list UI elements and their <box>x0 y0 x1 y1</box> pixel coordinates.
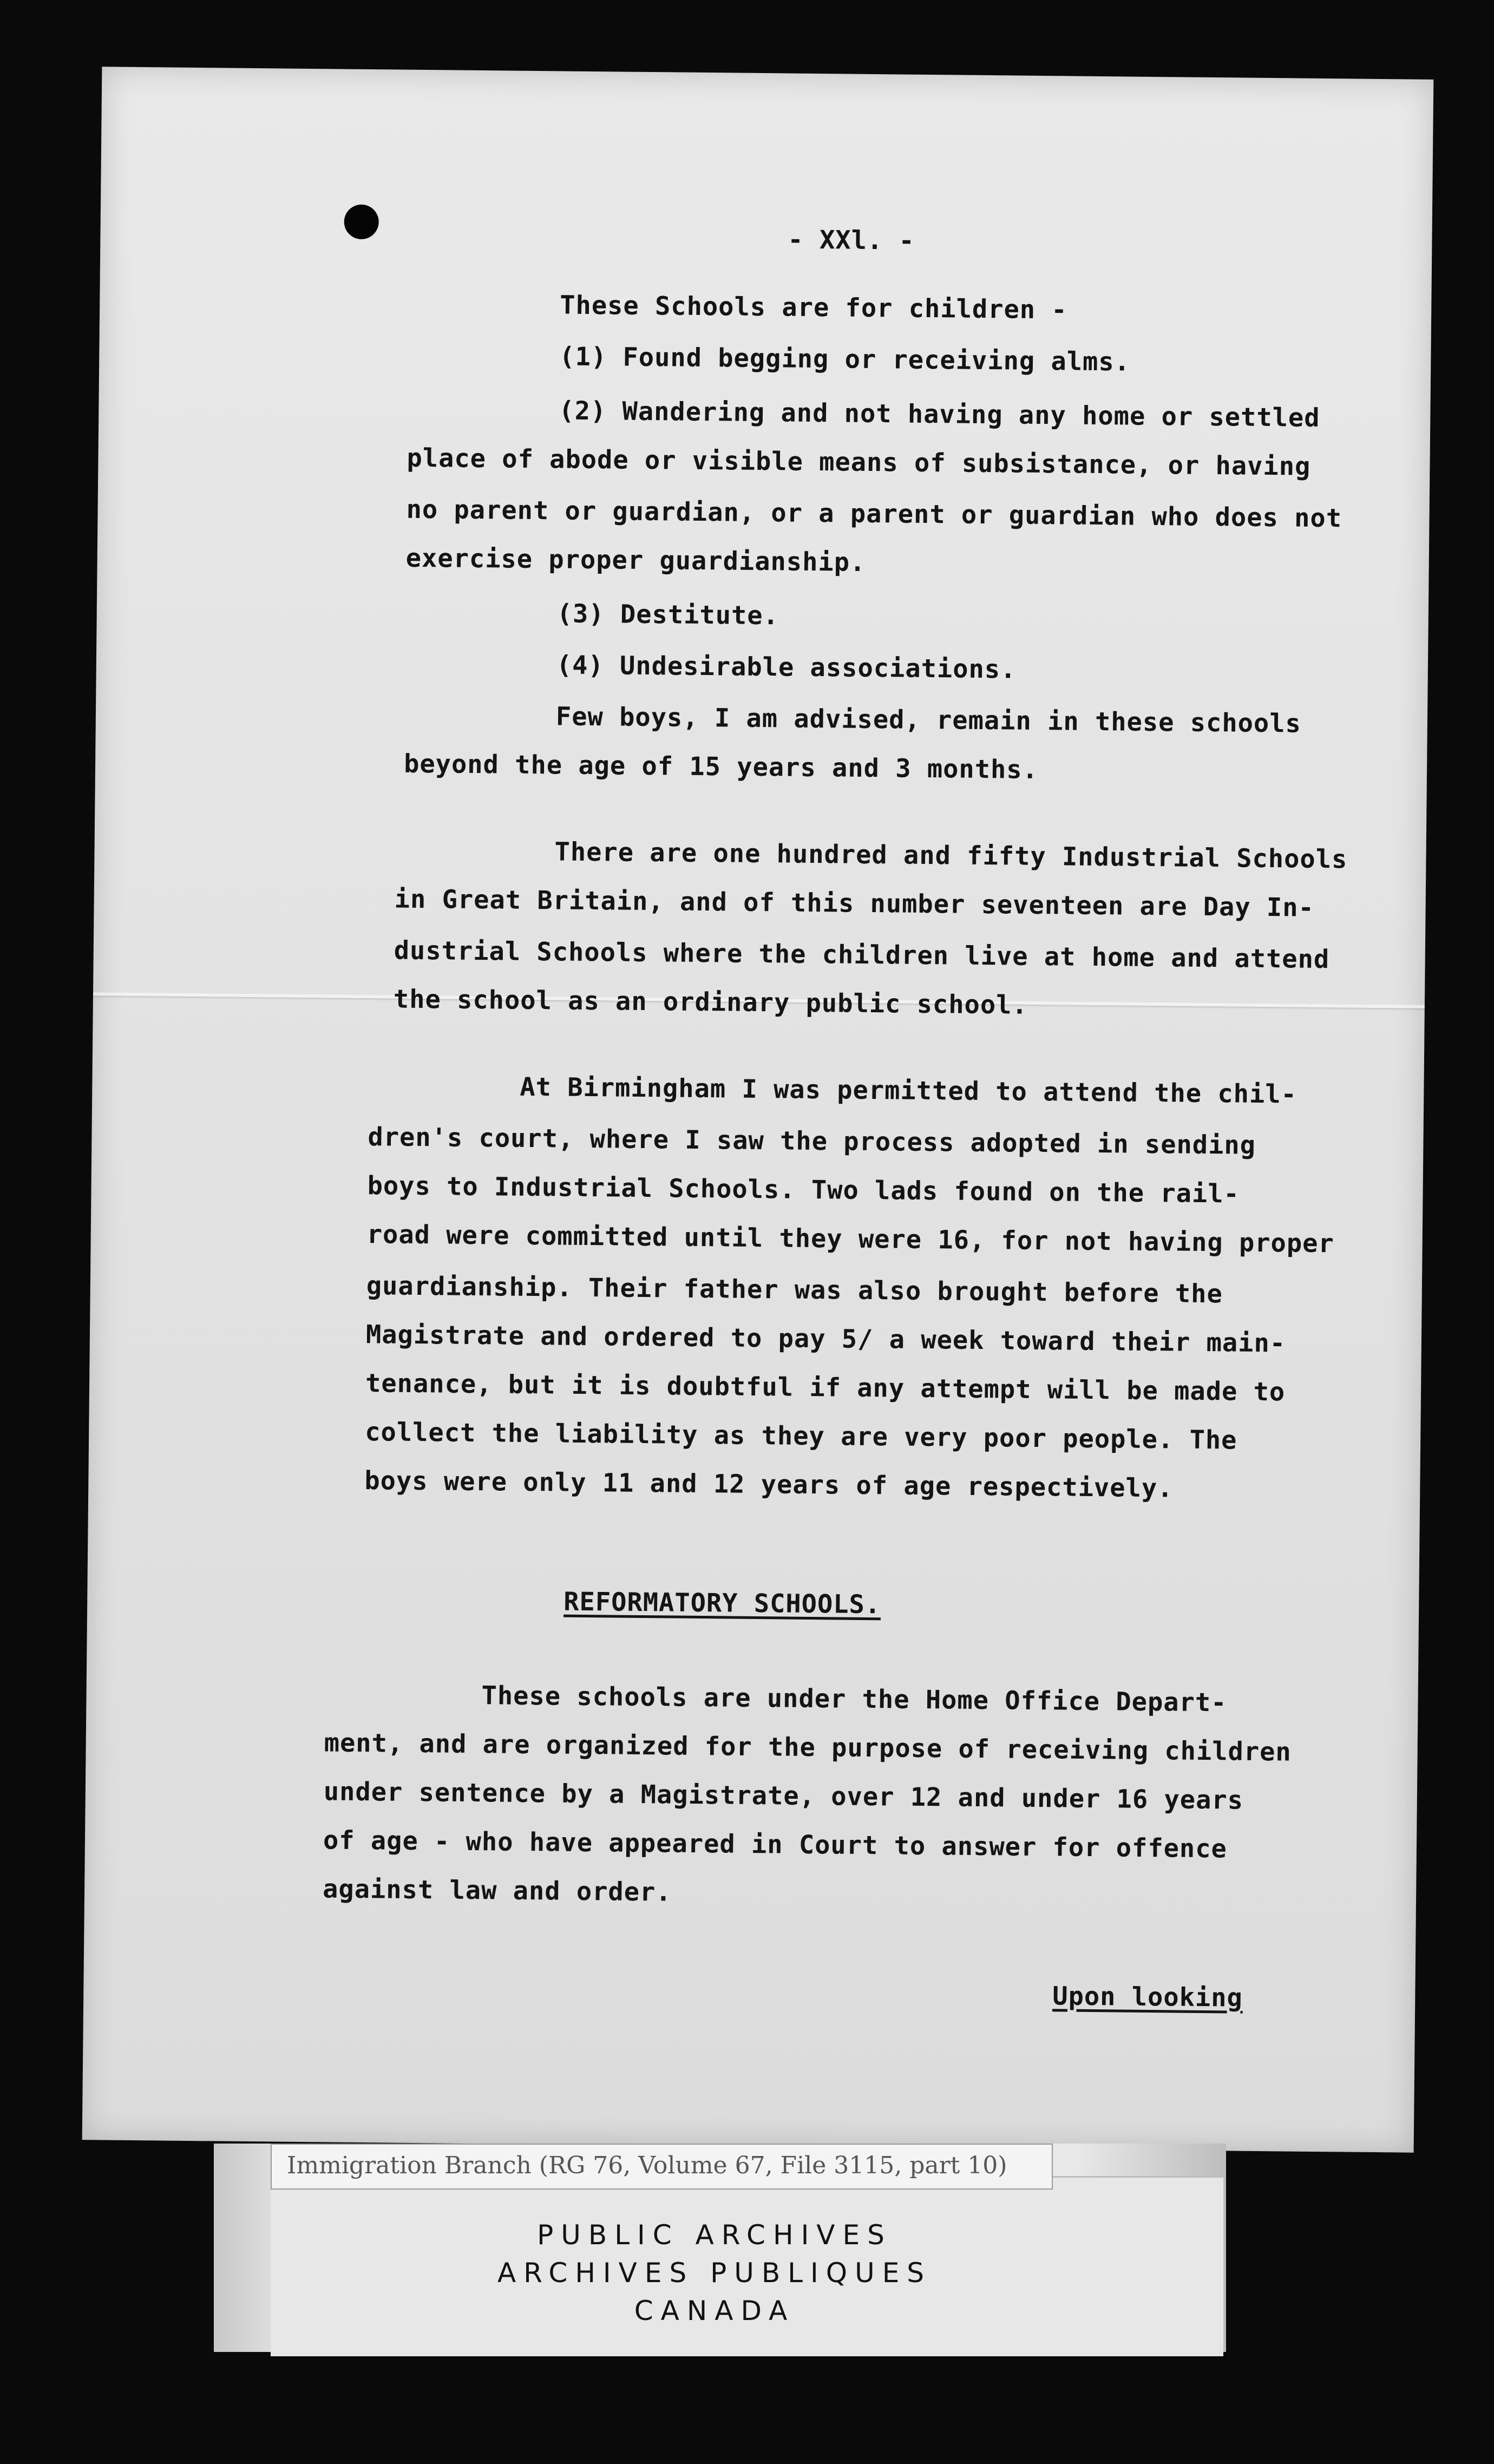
page-number: - XXl. - <box>788 225 915 256</box>
text-line: dren's court, where I saw the process adopted in sending <box>368 1122 1256 1161</box>
text-line: (1) Found begging or receiving alms. <box>559 342 1131 377</box>
text-line: boys were only 11 and 12 years of age respectively. <box>364 1466 1174 1504</box>
text-line: no parent or guardian, or a parent or guardian who does not <box>406 494 1342 534</box>
reference-text: Immigration Branch (RG 76, Volume 67, File 3115, part 10) <box>287 2152 1007 2179</box>
text-line: (4) Undesirable associations. <box>556 650 1017 685</box>
text-line: under sentence by a Magistrate, over 12 and under 16 years <box>323 1777 1244 1816</box>
archive-stamp-line: ARCHIVES PUBLIQUES <box>497 2257 932 2289</box>
text-line: boys to Industrial Schools. Two lads found on the rail- <box>367 1171 1240 1209</box>
text-line: of age - who have appeared in Court to answer for offence <box>323 1825 1228 1864</box>
section-heading: REFORMATORY SCHOOLS. <box>563 1587 881 1620</box>
text-line: These schools are under the Home Office Depart- <box>481 1681 1227 1718</box>
text-line: ment, and are organized for the purpose of receiving children <box>324 1728 1292 1767</box>
text-line: tenance, but it is doubtful if any attempt will be made to <box>365 1368 1286 1407</box>
text-line: in Great Britain, and of this number seventeen are Day In- <box>394 884 1315 923</box>
text-line: guardianship. Their father was also brought before the <box>366 1271 1223 1309</box>
text-line: exercise proper guardianship. <box>405 543 866 578</box>
text-line: (2) Wandering and not having any home or settled <box>559 396 1320 433</box>
text-line: collect the liability as they are very poor people. The <box>364 1417 1237 1456</box>
text-line: beyond the age of 15 years and 3 months. <box>403 749 1039 785</box>
punch-hole <box>344 205 379 240</box>
text-line: (3) Destitute. <box>556 599 779 631</box>
document-page <box>82 67 1434 2152</box>
text-line: the school as an ordinary public school. <box>393 984 1028 1020</box>
text-line: Few boys, I am advised, remain in these schools <box>555 702 1302 739</box>
archive-stamp-line: PUBLIC ARCHIVES <box>537 2219 892 2251</box>
catchword: Upon looking <box>1052 1981 1243 2013</box>
text-line: place of abode or visible means of subsistance, or having <box>407 443 1311 482</box>
text-line: At Birmingham I was permitted to attend the chil- <box>520 1072 1298 1110</box>
archive-stamp-line: CANADA <box>634 2295 795 2327</box>
text-line: against law and order. <box>322 1874 672 1908</box>
text-line: Magistrate and ordered to pay 5/ a week toward their main- <box>365 1320 1286 1359</box>
text-line: road were committed until they were 16, for not having proper <box>366 1220 1335 1259</box>
text-line: There are one hundred and fifty Industrial Schools <box>554 837 1348 875</box>
text-line: These Schools are for children - <box>559 290 1067 325</box>
text-line: dustrial Schools where the children live at home and attend <box>394 935 1330 975</box>
